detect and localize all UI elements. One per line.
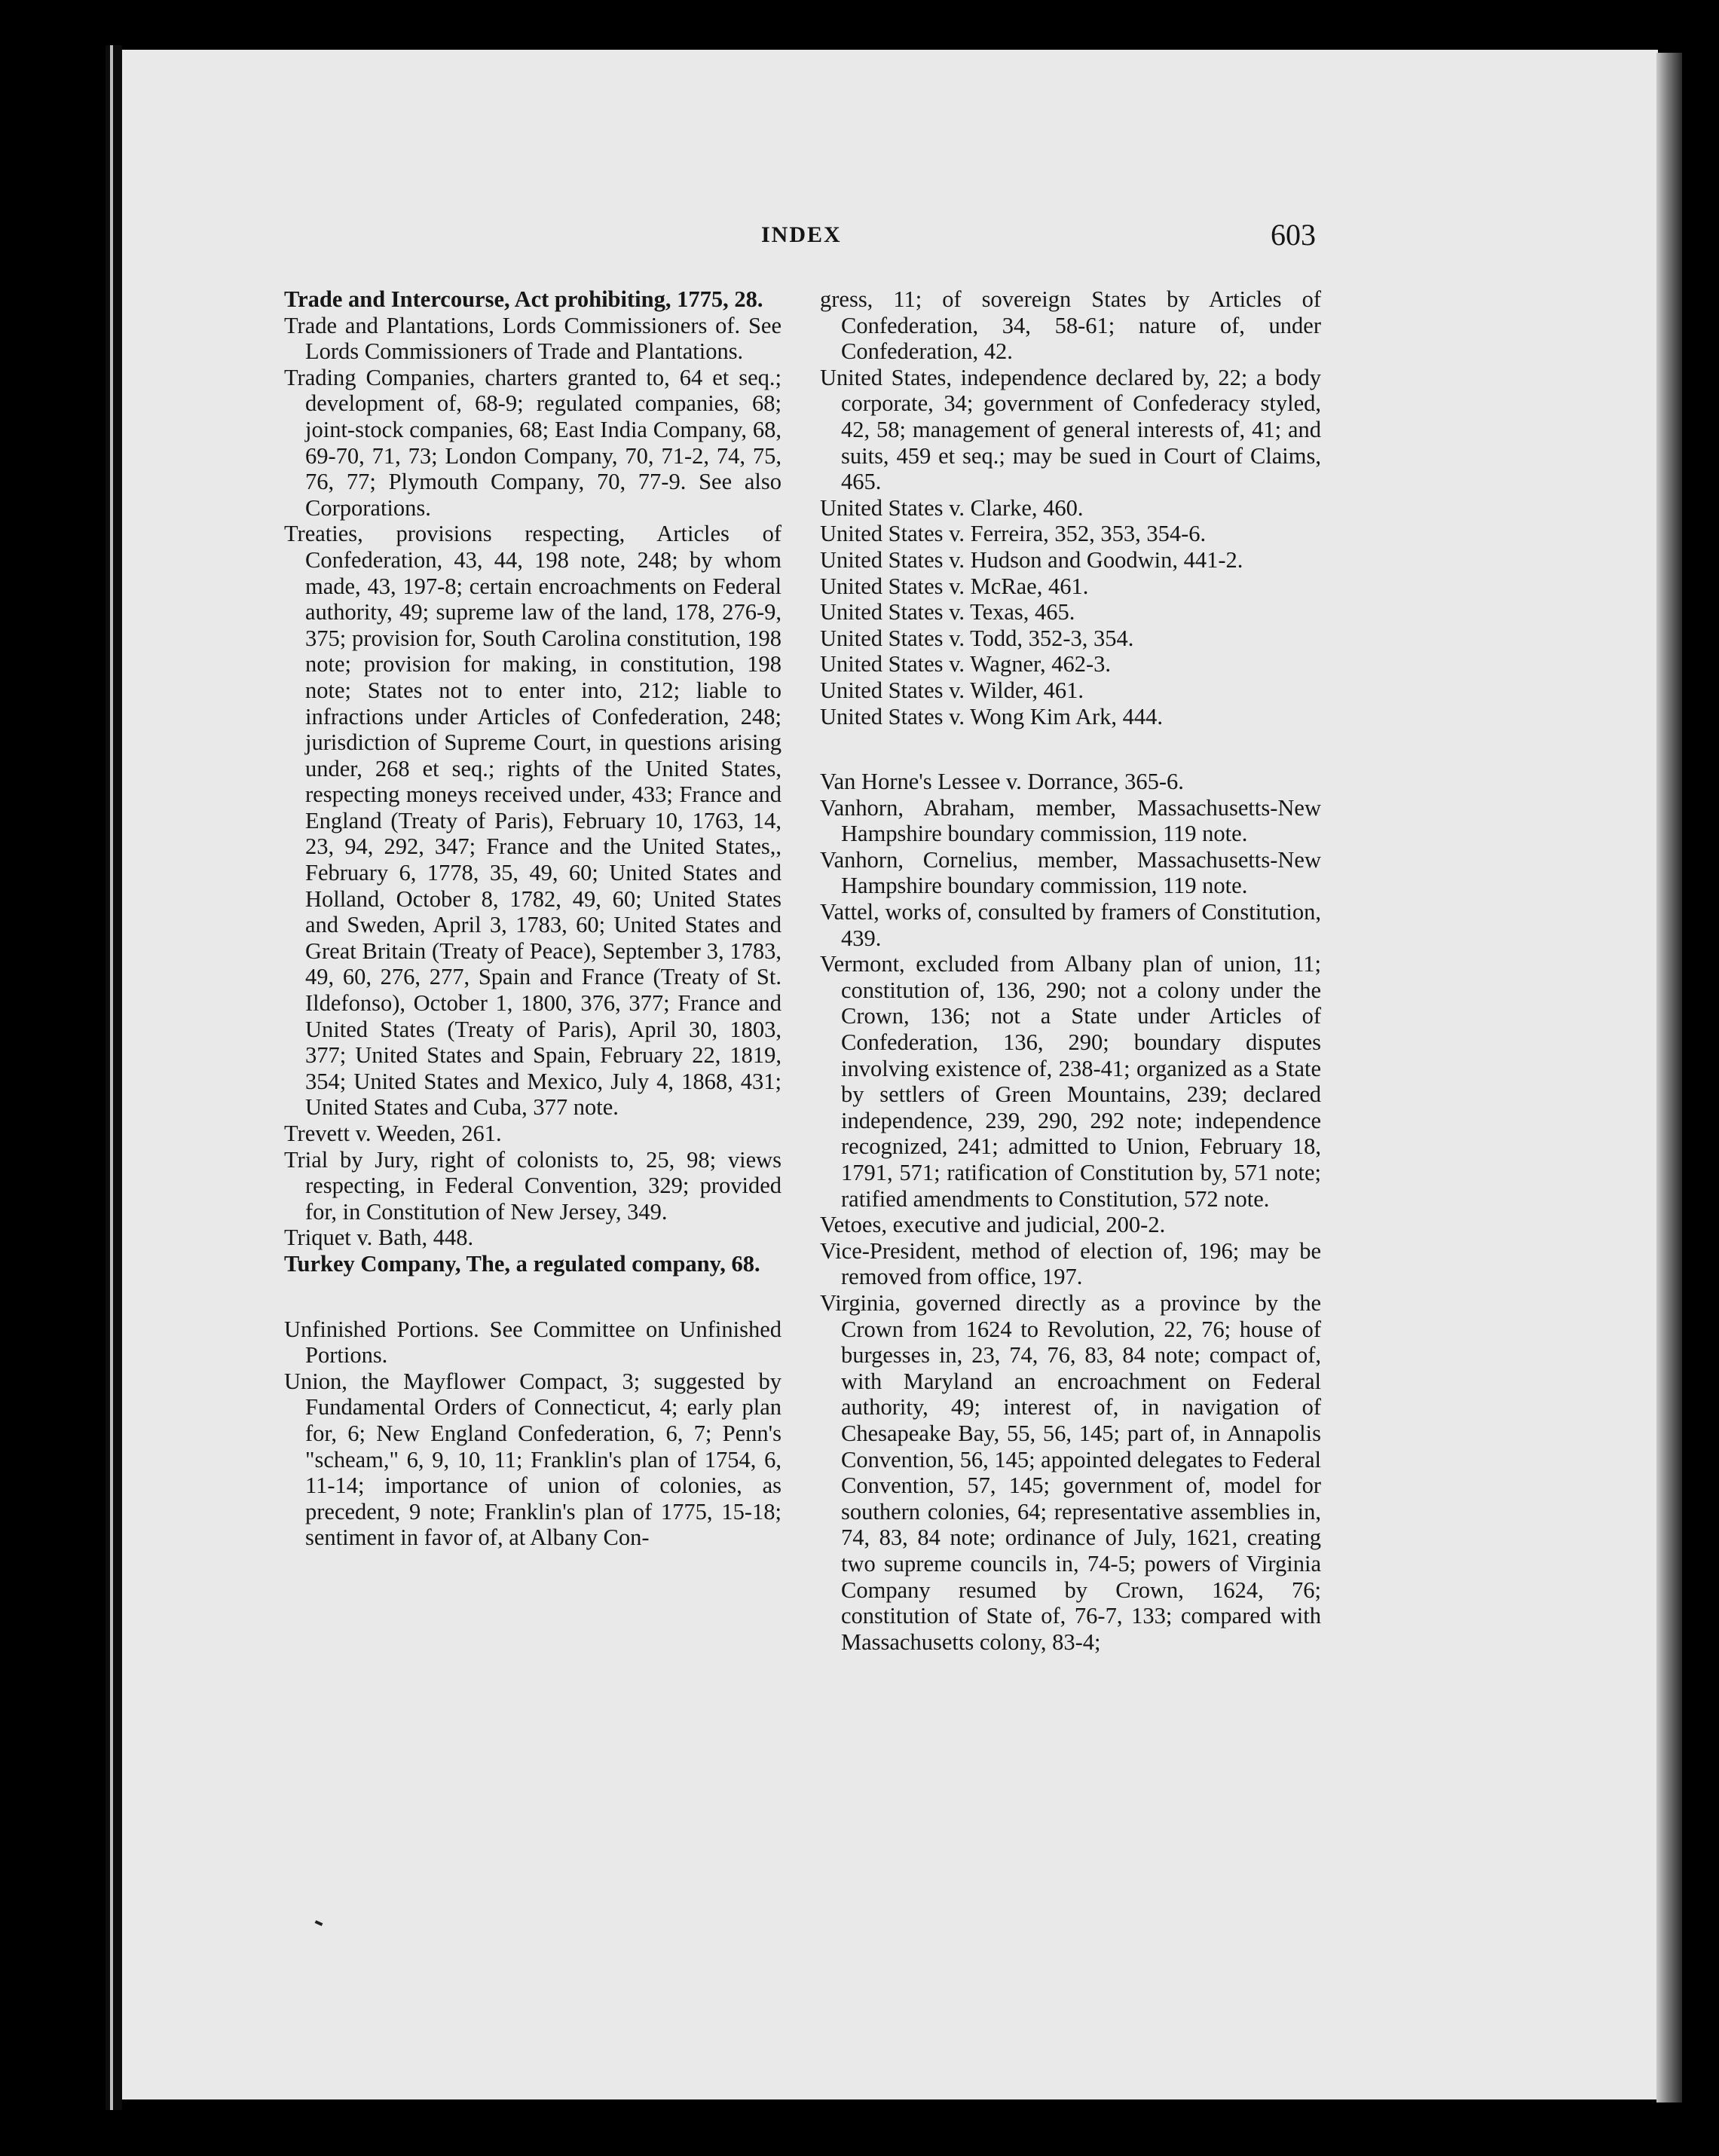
index-entry: Treaties, provisions respecting, Articles of Confederation, 43, 44, 198 note, 248; by whom made, 43, 197-8; certain encroachments on Federal authority, 49; supreme law of the land, 178, 276-9, 375; provision for, South Carolina constitution, 198 note; provision for making, in constitution, 198 note; States not to enter into, 212; liable to infractions under Articles of Confederation, 248; jurisdiction of Supreme Court, in questions arising under, 268 et seq.; rights of the United States, respecting moneys received under, 433; France and England (Treaty of Paris), February 10, 1763, 14, 23, 94, 292, 347; France and the United States,, February 6, 1778, 35, 49, 60; United States and Holland, October 8, 1782, 49, 60; United States and Sweden, April 3, 1783, 60; United States and Great Britain (Treaty of Peace), September 3, 1783, 49, 60, 276, 277, Spain and France (Treaty of St. Ildefonso), October 1, 1800, 376, 377; France and United States (Treaty of Paris), April 30, 1803, 377; United States and Spain, February 22, 1819, 354; United States and Mexico, July 4, 1868, 431; United States and Cuba, 377 note. [284, 521, 782, 1121]
index-entry: United States v. Wilder, 461. [820, 677, 1084, 703]
index-entry: Trial by Jury, right of colonists to, 25, 98; views respecting, in Federal Convention, 329; provided for, in Constitution of New Jersey, 349. [284, 1146, 782, 1225]
index-entry: United States v. Hudson and Goodwin, 441-2. [820, 546, 1243, 573]
index-entry: United States v. Wagner, 462-3. [820, 651, 1111, 677]
index-entry: gress, 11; of sovereign States by Articles of Confederation, 34, 58-61; nature of, under Confederation, 42. [820, 286, 1321, 365]
index-entry: Vermont, excluded from Albany plan of union, 11; constitution of, 136, 290; not a colony under the Crown, 136; not a State under Articles of Confederation, 136, 290; boundary disputes involving existence of, 238-41; organized as a State by settlers of Green Mountains, 239; declared independence, 239, 290, 292 note; independence recognized, 241; admitted to Union, February 18, 1791, 571; ratification of Constitution by, 571 note; ratified amendments to Constitution, 572 note. [820, 951, 1321, 1212]
index-entry: United States v. Texas, 465. [820, 599, 1075, 625]
index-entry: Vanhorn, Cornelius, member, Massachusetts-New Hampshire boundary commission, 119 note. [820, 846, 1321, 899]
index-entry: Vice-President, method of election of, 196; may be removed from office, 197. [820, 1237, 1321, 1290]
page-number: 603 [1271, 218, 1316, 252]
index-entry: Unfinished Portions. See Committee on Unfinished Portions. [284, 1316, 782, 1369]
index-column-right [820, 286, 1321, 1655]
index-entry: United States v. Ferreira, 352, 353, 354-6. [820, 521, 1207, 547]
index-entry: Vattel, works of, consulted by framers of Constitution, 439. [820, 899, 1321, 951]
index-entry: United States, independence declared by, 22; a body corporate, 34; government of Confederacy styled, 42, 58; management of general interests of, 41; and suits, 459 et seq.; may be sued in Court of Claims, 465. [820, 364, 1321, 495]
index-entry: Union, the Mayflower Compact, 3; suggested by Fundamental Orders of Connecticut, 4; early plan for, 6; New England Confederation, 6, 7; Penn's "scheam," 6, 9, 10, 11; Franklin's plan of 1754, 6, 11-14; importance of union of colonies, as precedent, 9 note; Franklin's plan of 1775, 15-18; sentiment in favor of, at Albany Con- [284, 1368, 782, 1551]
index-entry: Trade and Intercourse, Act prohibiting, 1775, 28. [284, 286, 763, 312]
page-right-edge-shadow [1656, 53, 1682, 2102]
index-column-left [284, 286, 782, 1551]
page-binding-edge [110, 45, 113, 2110]
index-entry: Triquet v. Bath, 448. [284, 1225, 474, 1251]
letter-group-gap [820, 729, 1321, 769]
index-entry: United States v. Clarke, 460. [820, 494, 1084, 521]
running-header-title: INDEX [761, 222, 842, 247]
letter-group-gap [284, 1277, 782, 1317]
index-entry: Vetoes, executive and judicial, 200-2. [820, 1212, 1166, 1238]
index-entry: United States v. McRae, 461. [820, 573, 1089, 599]
index-entry: Virginia, governed directly as a province by the Crown from 1624 to Revolution, 22, 76; house of burgesses in, 23, 74, 76, 83, 84 note; compact of, with Maryland an encroachment on Federal authority, 49; interest of, in navigation of Chesapeake Bay, 55, 56, 145; part of, in Annapolis Convention, 56, 145; appointed delegates to Federal Convention, 57, 145; government of, model for southern colonies, 64; representative assemblies in, 74, 83, 84 note; ordinance of July, 1621, creating two supreme councils in, 74-5; powers of Virginia Company resumed by Crown, 1624, 76; constitution of State of, 76-7, 133; compared with Massachusetts colony, 83-4; [820, 1289, 1321, 1655]
index-entry: Vanhorn, Abraham, member, Massachusetts-New Hampshire boundary commission, 119 note. [820, 794, 1321, 847]
book-spine-shadow [106, 45, 122, 2110]
index-entry: Trading Companies, charters granted to, 64 et seq.; development of, 68-9; regulated companies, 68; joint-stock companies, 68; East India Company, 68, 69-70, 71, 73; London Company, 70, 71-2, 74, 75, 76, 77; Plymouth Company, 70, 77-9. See also Corporations. [284, 364, 782, 521]
index-entry: Van Horne's Lessee v. Dorrance, 365-6. [820, 769, 1184, 795]
index-entry: Trevett v. Weeden, 261. [284, 1121, 502, 1146]
index-entry: United States v. Wong Kim Ark, 444. [820, 703, 1164, 729]
index-entry: Turkey Company, The, a regulated company, 68. [284, 1250, 760, 1277]
index-entry: United States v. Todd, 352-3, 354. [820, 625, 1134, 651]
index-entry: Trade and Plantations, Lords Commissioners of. See Lords Commissioners of Trade and Plantations. [284, 312, 782, 365]
